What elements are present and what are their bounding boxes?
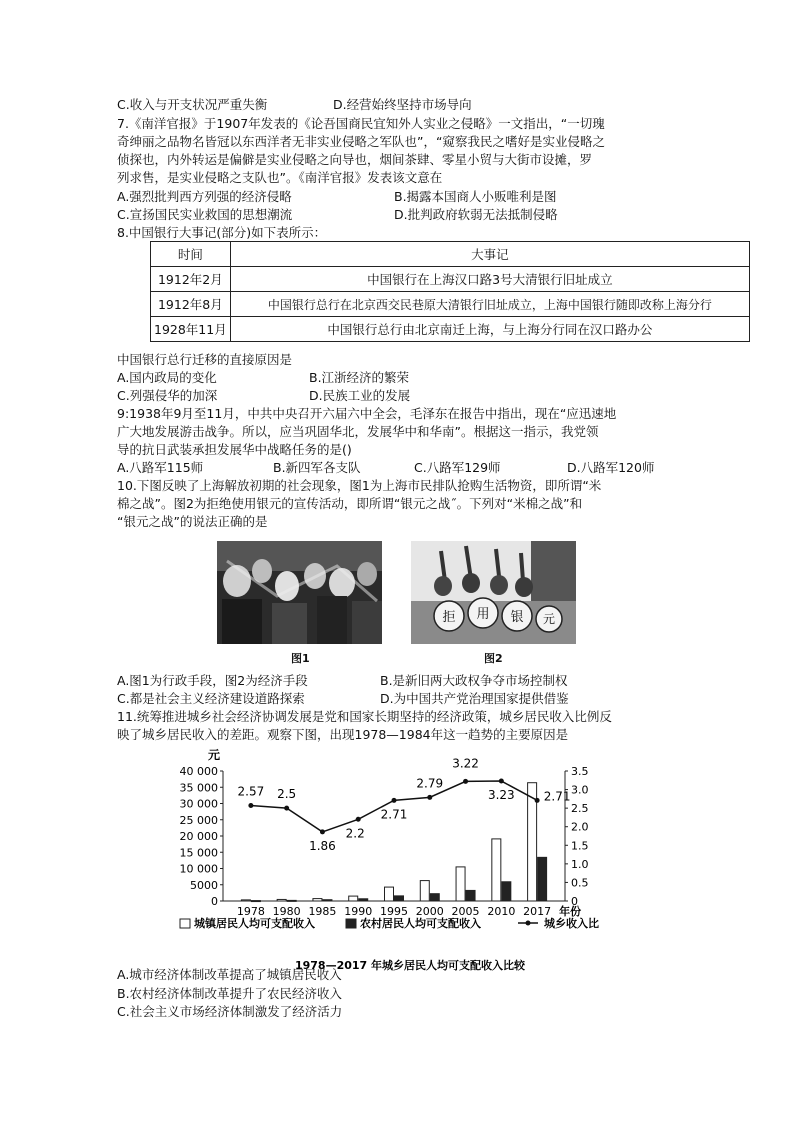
bar-rural-income: [395, 896, 404, 901]
legend-swatch-rural: [346, 919, 356, 928]
figure-2-caption: 图2: [484, 652, 503, 665]
x-tick-label: 1995: [380, 905, 408, 918]
ratio-label: 2.57: [237, 784, 265, 799]
q10-line-2: 棉之战”。图2为拒绝使用银元的宣传活动，即所谓“银元之战˝。下列对“米棉之战”和: [117, 496, 583, 511]
table-cell-time: 1912年8月: [151, 292, 231, 317]
q10-option-b: B.是新旧两大政权争夺市场控制权: [380, 673, 568, 688]
table-header-row: [151, 242, 750, 267]
x-tick-label: 1990: [344, 905, 373, 918]
q8-option-a: A.国内政局的变化: [117, 370, 217, 385]
bar-urban-income: [385, 887, 394, 901]
table-row: [151, 317, 750, 342]
q11-line-2: 映了城乡居民收入的差距。观察下图，出现1978—1984年这一趋势的主要原因是: [117, 727, 569, 742]
figure-1-photo: [217, 541, 382, 644]
ratio-label: 2.2: [345, 826, 365, 841]
ratio-label: 3.22: [452, 756, 479, 771]
q10-option-d: D.为中国共产党治理国家提供借鉴: [380, 691, 569, 706]
y2-tick-label: 0.5: [571, 876, 589, 890]
sign-char: 银: [510, 610, 524, 625]
sign-char: 元: [542, 612, 556, 626]
q7-line-4: 列求售，是实业侵略之支队也”。《南洋官报》发表该文意在: [117, 170, 443, 185]
q9-line-2: 广大地发展游击战争。所以，应当巩固华北，发展华中和华南”。根据这一指示，我党领: [117, 424, 599, 439]
q7-line-2: 奇绅丽之品物名皆冠以东西洋者无非实业侵略之军队也”，“窥察我民之嗜好是实业侵略之: [117, 134, 605, 149]
table-cell-event: 中国银行总行在北京西交民巷原大清银行旧址成立，上海中国银行随即改称上海分行: [230, 292, 749, 317]
ratio-label: 2.71: [380, 807, 408, 822]
ratio-point: [535, 798, 540, 803]
table-row: [151, 267, 750, 292]
legend-swatch-urban: [180, 919, 190, 928]
income-chart: [110, 747, 710, 977]
figure-2-photo: [411, 541, 576, 644]
sign-char: 用: [476, 607, 490, 622]
ratio-point: [248, 803, 253, 808]
q8-option-c: C.列强侵华的加深: [117, 388, 218, 403]
y-tick-label: 30 000: [179, 797, 218, 811]
legend-label-rural: 农村居民人均可支配收入: [360, 917, 481, 930]
q10-line-3: “银元之战”的说法正确的是: [117, 514, 268, 529]
q9-option-b: B.新四军各支队: [273, 460, 361, 475]
x-axis-label: 年份: [559, 905, 582, 918]
table-cell-event: 中国银行在上海汉口路3号大清银行旧址成立: [230, 267, 749, 292]
x-tick-label: 1985: [308, 905, 337, 918]
y-tick-label: 15 000: [179, 846, 218, 860]
x-tick-label: 2000: [415, 905, 444, 918]
q6-option-d: D.经营始终坚持市场导向: [333, 97, 472, 112]
y-tick-label: 0: [211, 895, 218, 908]
y2-tick-label: 3.5: [571, 765, 589, 778]
q11-line-1: 11.统筹推进城乡社会经济协调发展是党和国家长期坚持的经济政策，城乡居民收入比例反: [117, 709, 612, 724]
q8-intro: 8.中国银行大事记(部分)如下表所示：: [117, 225, 327, 240]
q7-option-b: B.揭露本国商人小贩唯利是图: [394, 189, 557, 204]
ratio-point: [427, 795, 432, 800]
legend-label-ratio: 城乡收入比: [544, 917, 599, 930]
q11-option-b: B.农村经济体制改革提升了农民经济收入: [117, 986, 343, 1001]
y-tick-label: 20 000: [179, 830, 218, 843]
q9-line-3: 导的抗日武装承担发展华中战略任务的是(): [117, 442, 352, 457]
y2-tick-label: 2.5: [571, 802, 589, 816]
q7-option-d: D.批判政府软弱无法抵制侵略: [394, 207, 558, 222]
legend-label-urban: 城镇居民人均可支配收入: [194, 917, 315, 930]
table-cell-time: 1912年2月: [151, 267, 231, 292]
table-cell-event: 中国银行总行由北京南迁上海，与上海分行同在汉口路办公: [230, 317, 749, 342]
q9-option-a: A.八路军115师: [117, 460, 204, 475]
ratio-label: 1.86: [309, 838, 336, 853]
y2-tick-label: 3.0: [571, 783, 589, 797]
q11-option-a: A.城市经济体制改革提高了城镇居民收入: [117, 967, 342, 982]
ratio-label: 2.5: [277, 787, 297, 802]
ratio-point: [499, 779, 504, 784]
x-tick-label: 2017: [523, 905, 552, 918]
y-tick-label: 10 000: [179, 862, 218, 876]
q7-option-a: A.强烈批判西方列强的经济侵略: [117, 189, 292, 204]
y2-tick-label: 1.0: [571, 857, 589, 871]
q10-option-a: A.图1为行政手段，图2为经济手段: [117, 673, 308, 688]
ratio-label: 2.71: [543, 789, 571, 804]
ratio-point: [392, 798, 397, 803]
bar-rural-income: [538, 857, 547, 901]
q9-option-d: D.八路军120师: [567, 460, 655, 475]
q7-line-1: 7.《南洋官报》于1907年发表的《论吾国商民宜知外人实业之侵略》一文指出，“一切瑰: [117, 116, 605, 131]
bar-rural-income: [430, 894, 439, 901]
y2-tick-label: 1.5: [571, 839, 589, 853]
legend-marker-ratio: [526, 921, 531, 926]
q9-option-c: C.八路军129师: [414, 460, 501, 475]
bar-urban-income: [420, 881, 429, 901]
ratio-label: 3.23: [487, 788, 515, 803]
y-axis-unit-label: 元: [208, 748, 221, 762]
y2-tick-label: 0: [571, 895, 578, 908]
x-tick-label: 2005: [451, 905, 480, 918]
x-tick-label: 1980: [272, 905, 301, 918]
q10-option-c: C.都是社会主义经济建设道路探索: [117, 691, 305, 706]
q7-option-c: C.宣扬国民实业救国的思想潮流: [117, 207, 293, 222]
q11-option-c: C.社会主义市场经济体制激发了经济活力: [117, 1004, 343, 1019]
figure-1-caption: 图1: [291, 652, 310, 665]
x-tick-label: 1978: [236, 905, 265, 918]
q9-line-1: 9:1938年9月至11月，中共中央召开六届六中全会，毛泽东在报告中指出，现在“应迅速地: [117, 406, 617, 421]
q8-option-b: B.江浙经济的繁荣: [309, 370, 410, 385]
q10-line-1: 10.下图反映了上海解放初期的社会现象，图1为上海市民排队抢购生活物资，即所谓“米: [117, 478, 602, 493]
bar-rural-income: [466, 890, 475, 901]
ratio-point: [356, 817, 361, 822]
ratio-label: 2.79: [416, 776, 444, 791]
ratio-point: [463, 779, 468, 784]
ratio-point: [320, 829, 325, 834]
y-tick-label: 40 000: [179, 765, 218, 778]
table-header-time: 时间: [151, 242, 231, 267]
bar-rural-income: [502, 882, 511, 901]
y2-tick-label: 2.0: [571, 820, 589, 834]
sign-char: 拒: [442, 610, 456, 625]
table-cell-time: 1928年11月: [151, 317, 231, 342]
q7-line-3: 侦探也，内外转运是偏僻是实业侵略之向导也，烟间茶肆、零星小贸与大街市设摊，罗: [117, 152, 593, 167]
chart-title: 1978—2017 年城乡居民人均可支配收入比较: [294, 959, 526, 972]
y-tick-label: 35 000: [179, 781, 218, 795]
q8-option-d: D.民族工业的发展: [309, 388, 411, 403]
x-tick-label: 2010: [487, 905, 516, 918]
q6-option-c: C.收入与开支状况严重失衡: [117, 97, 268, 112]
q8-question: 中国银行总行迁移的直接原因是: [117, 352, 293, 367]
y-tick-label: 5000: [190, 878, 218, 892]
table-row: [151, 292, 750, 317]
bar-urban-income: [492, 839, 501, 901]
y-tick-label: 25 000: [179, 813, 218, 827]
bank-events-table: [150, 241, 750, 342]
bar-urban-income: [456, 867, 465, 901]
table-header-events: 大事记: [230, 242, 749, 267]
ratio-point: [284, 806, 289, 811]
bar-urban-income: [349, 896, 358, 901]
